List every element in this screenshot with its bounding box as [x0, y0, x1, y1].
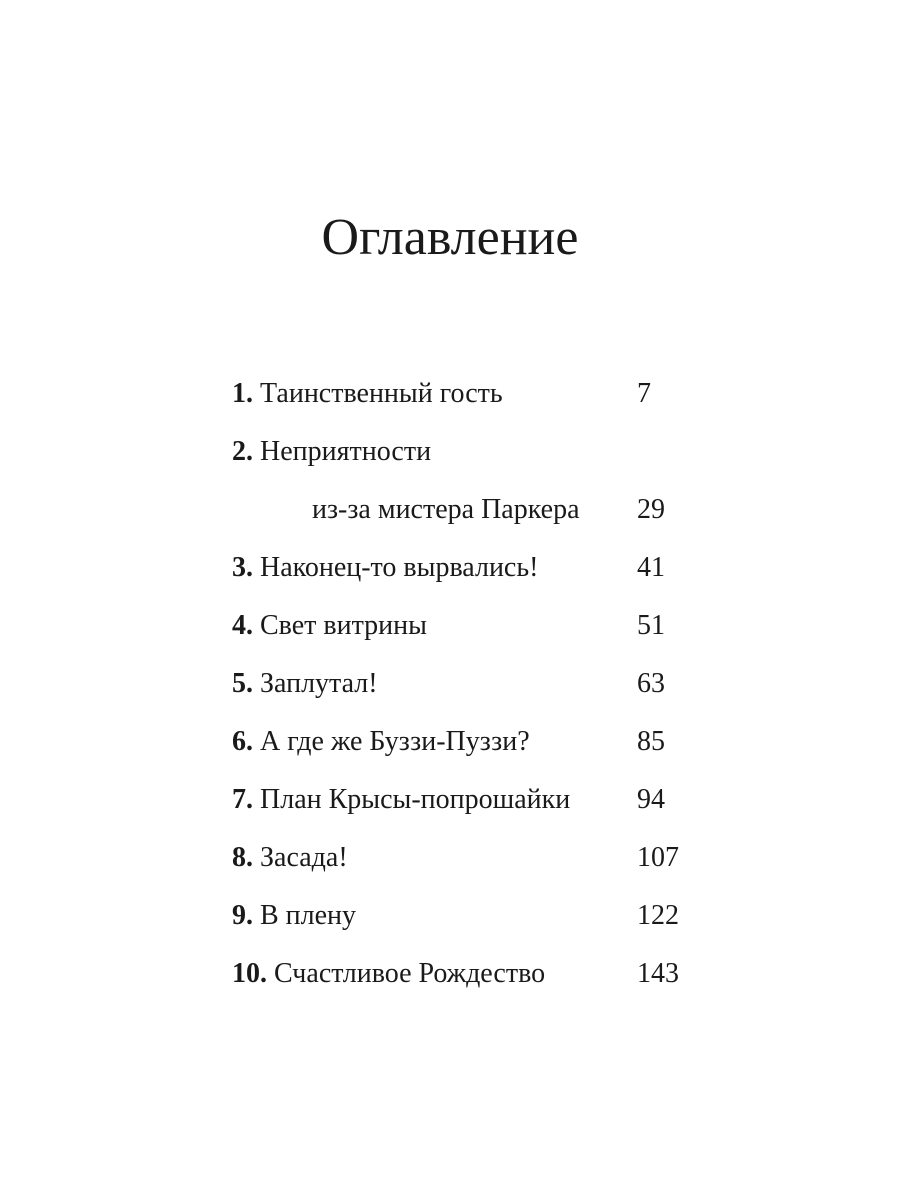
toc-entry-page: 107 [637, 842, 679, 873]
toc-entry-page: 7 [637, 378, 651, 409]
toc-entry [232, 952, 692, 1010]
toc-entry-title-text: Засада! [260, 842, 348, 873]
toc-entry [232, 720, 692, 778]
toc-entry [232, 604, 692, 662]
page-title: Оглавление [321, 209, 579, 266]
toc-entry [232, 894, 692, 952]
toc-entry-title-text: Наконец-то вырвались! [260, 552, 539, 583]
toc-entry-title-text: Счастливое Рождество [274, 958, 546, 989]
toc-entry-title-text: Заплутал! [260, 668, 378, 699]
toc-entry-number: 6. [232, 726, 253, 757]
toc-entry-number: 8. [232, 842, 253, 873]
toc-entry-page: 122 [637, 900, 679, 931]
toc-entry-number: 1. [232, 378, 253, 409]
toc-entry-number: 10. [232, 958, 267, 989]
toc-entry [232, 662, 692, 720]
toc-entry-page: 29 [637, 494, 665, 525]
toc-entry-title-text: Свет витрины [260, 610, 427, 641]
toc-entry-title [232, 610, 427, 641]
toc-entry-title [232, 436, 431, 467]
toc-entry-title [232, 726, 530, 757]
toc-entry-title-text: Таинственный гость [260, 378, 503, 409]
toc-entry-number: 3. [232, 552, 253, 583]
toc-entry-title-text: Неприятности [260, 436, 432, 467]
toc-entry-title-text: В плену [260, 900, 357, 931]
toc-entry-title [232, 842, 348, 873]
toc-entry-number: 4. [232, 610, 253, 641]
toc-entry-title [232, 958, 545, 989]
toc-entry-title [232, 378, 503, 409]
toc-entry-page: 63 [637, 668, 665, 699]
toc-entry-title [232, 668, 378, 699]
toc-entry [232, 430, 692, 546]
toc-entry-page: 143 [637, 958, 679, 989]
toc-entry-number: 5. [232, 668, 253, 699]
toc-entry-number: 9. [232, 900, 253, 931]
toc-entry-page: 94 [637, 784, 665, 815]
toc-entry-page: 51 [637, 610, 665, 641]
toc-entry-title [232, 552, 538, 583]
toc-entry-number: 2. [232, 436, 253, 467]
toc-entry-title [232, 900, 356, 931]
toc-entry-title-text: А где же Буззи-Пуззи? [260, 726, 530, 757]
toc-entry [232, 372, 692, 430]
toc-entry-page: 41 [637, 552, 665, 583]
toc-entry-title-text: План Крысы-попрошайки [260, 784, 571, 815]
toc-entry-page: 85 [637, 726, 665, 757]
toc-entry-title-continuation: из-за мистера Паркера [312, 494, 580, 525]
toc-entry [232, 836, 692, 894]
toc-entry [232, 778, 692, 836]
toc-entry-number: 7. [232, 784, 253, 815]
toc-entry [232, 546, 692, 604]
toc-entry-title [232, 784, 570, 815]
toc-list [232, 372, 692, 1010]
